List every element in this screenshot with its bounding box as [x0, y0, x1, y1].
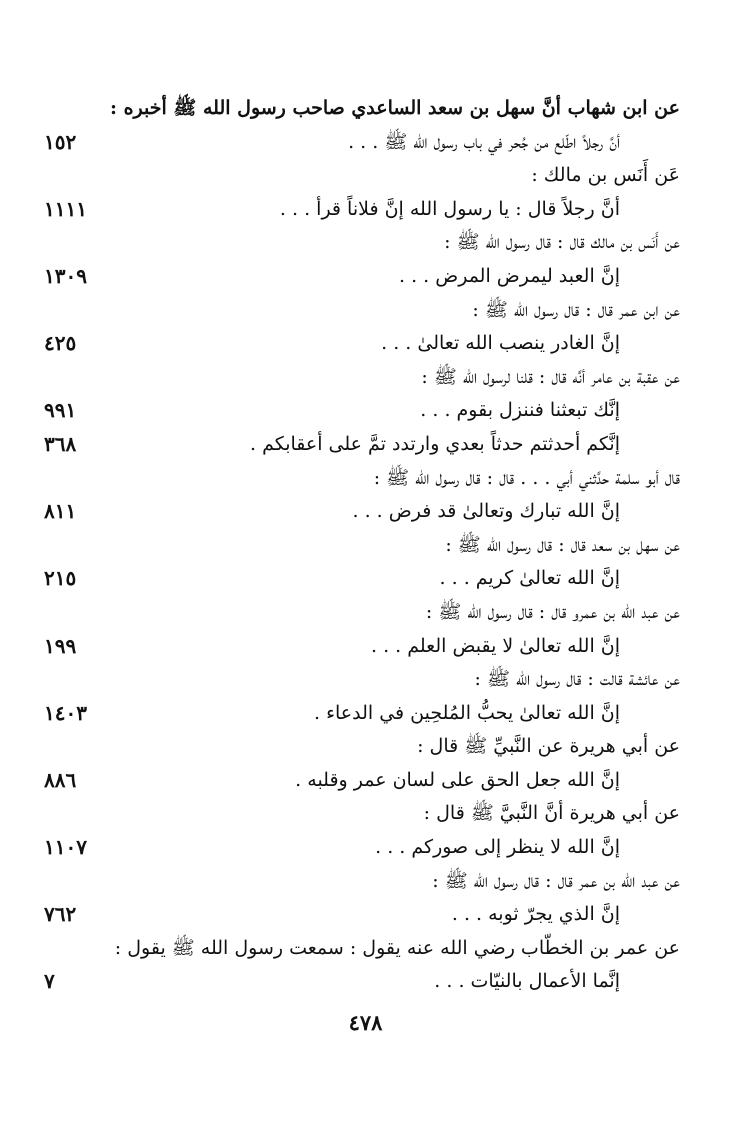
- hadith-line: [40, 697, 680, 731]
- hadith-number: ٨٨٦: [44, 767, 77, 792]
- narrator-text: عن عمر بن الخطّاب رضي الله عنه يقول : سمعت رسول الله ﷺ يقول :: [114, 936, 680, 959]
- narrator-text: عن أبي هريرة أنَّ النَّبيَّ ﷺ قال :: [423, 802, 680, 825]
- narrator-line: [40, 663, 680, 697]
- narrator-line: [40, 92, 680, 126]
- hadith-line: [40, 428, 680, 462]
- hadith-line: [40, 394, 680, 428]
- hadith-number: ٧: [44, 969, 55, 994]
- hadith-number: ١٥٢: [44, 129, 77, 154]
- narrator-text: عن أَنَس بن مالك قال : قال رسول الله ﷺ :: [444, 231, 680, 254]
- narrator-text: عن ابن عمر قال : قال رسول الله ﷺ :: [472, 298, 680, 321]
- hadith-text: إنَّك تبعثنا فننزل بقوم . . .: [420, 399, 620, 422]
- narrator-text: عن أبي هريرة عن النَّبيِّ ﷺ قال :: [417, 735, 680, 758]
- narrator-line: [40, 865, 680, 899]
- narrator-text: عن عائشة قالت : قال رسول الله ﷺ :: [474, 668, 680, 691]
- hadith-number: ٧٦٢: [44, 902, 77, 927]
- hadith-line: [40, 965, 680, 999]
- hadith-number: ٢١٥: [44, 566, 77, 591]
- hadith-number: ١٩٩: [44, 633, 77, 658]
- hadith-text: إنَّ الله تعالىٰ لا يقبض العلم . . .: [371, 634, 620, 657]
- narrator-text: عن سهل بن سعد قال : قال رسول الله ﷺ :: [445, 533, 680, 556]
- hadith-text: أنَّ رجلاً قال : يا رسول الله إنَّ فلاناً قرأ . . .: [279, 197, 620, 220]
- hadith-line: [40, 260, 680, 294]
- hadith-number: ٨١١: [44, 499, 77, 524]
- hadith-index-list: [40, 92, 680, 999]
- narrator-line: [40, 529, 680, 563]
- hadith-text: إنَّ الله تعالىٰ كريم . . .: [439, 567, 620, 590]
- hadith-number: ٣٦٨: [44, 431, 77, 456]
- hadith-number: ١٣٠٩: [44, 263, 87, 288]
- hadith-text: إنَّ الله تعالىٰ يحبُّ المُلحِين في الدعاء .: [314, 701, 620, 724]
- hadith-text: إنَّ الله تبارك وتعالىٰ قد فرض . . .: [352, 500, 620, 523]
- narrator-text: عن عبد الله بن عمر قال : قال رسول الله ﷺ :: [432, 869, 680, 892]
- hadith-text: أنَّ رجلاً اطّلع من جُحر في باب رسول الله ﷺ . . .: [348, 130, 620, 153]
- hadith-line: [40, 898, 680, 932]
- hadith-text: إنَّ الله جعل الحق على لسان عمر وقلبه .: [295, 768, 620, 791]
- hadith-text: إنَّ الغادر ينصب الله تعالىٰ . . .: [381, 332, 620, 355]
- narrator-line: [40, 159, 680, 193]
- narrator-text: عن عبد الله بن عمرو قال : قال رسول الله ﷺ :: [425, 600, 680, 623]
- hadith-text: إنَّ العبد ليمرض المرض . . .: [399, 264, 620, 287]
- hadith-line: [40, 193, 680, 227]
- narrator-text: عن ابن شهاب أنَّ سهل بن سعد الساعدي صاحب رسول الله ﷺ أخبره :: [109, 97, 680, 119]
- narrator-line: [40, 462, 680, 496]
- hadith-line: [40, 126, 680, 160]
- hadith-text: إنَّكم أحدثتم حدثاً بعدي وارتدد تمَّ على أعقابكم .: [249, 432, 620, 455]
- page-number: ٤٧٨: [348, 1010, 383, 1035]
- hadith-number: ٤٢٥: [44, 331, 77, 356]
- hadith-text: إنَّما الأعمال بالنيّات . . .: [434, 970, 620, 993]
- hadith-text: إنَّ الله لا ينظر إلى صوركم . . .: [375, 836, 620, 859]
- hadith-line: [40, 831, 680, 865]
- narrator-line: [40, 596, 680, 630]
- narrator-text: قال أبو سلمة حدَّثني أبي . . . قال : قال رسول الله ﷺ :: [373, 466, 680, 489]
- narrator-line: [40, 226, 680, 260]
- narrator-text: عَن أَنَس بن مالك :: [531, 164, 680, 187]
- hadith-number: ١٤٠٣: [44, 700, 87, 725]
- hadith-line: [40, 327, 680, 361]
- narrator-line: [40, 932, 680, 966]
- hadith-number: ١١١١: [44, 196, 87, 221]
- hadith-line: [40, 562, 680, 596]
- hadith-number: ١١٠٧: [44, 835, 87, 860]
- hadith-line: [40, 630, 680, 664]
- narrator-line: [40, 730, 680, 764]
- hadith-line: [40, 764, 680, 798]
- hadith-number: ٩٩١: [44, 398, 77, 423]
- narrator-line: [40, 294, 680, 328]
- hadith-line: [40, 495, 680, 529]
- narrator-line: [40, 797, 680, 831]
- hadith-text: إنَّ الذي يجرّ ثوبه . . .: [451, 903, 620, 926]
- narrator-text: عن عقبة بن عامر أنَّه قال : قلنا لرسول الله ﷺ :: [421, 365, 680, 388]
- narrator-line: [40, 361, 680, 395]
